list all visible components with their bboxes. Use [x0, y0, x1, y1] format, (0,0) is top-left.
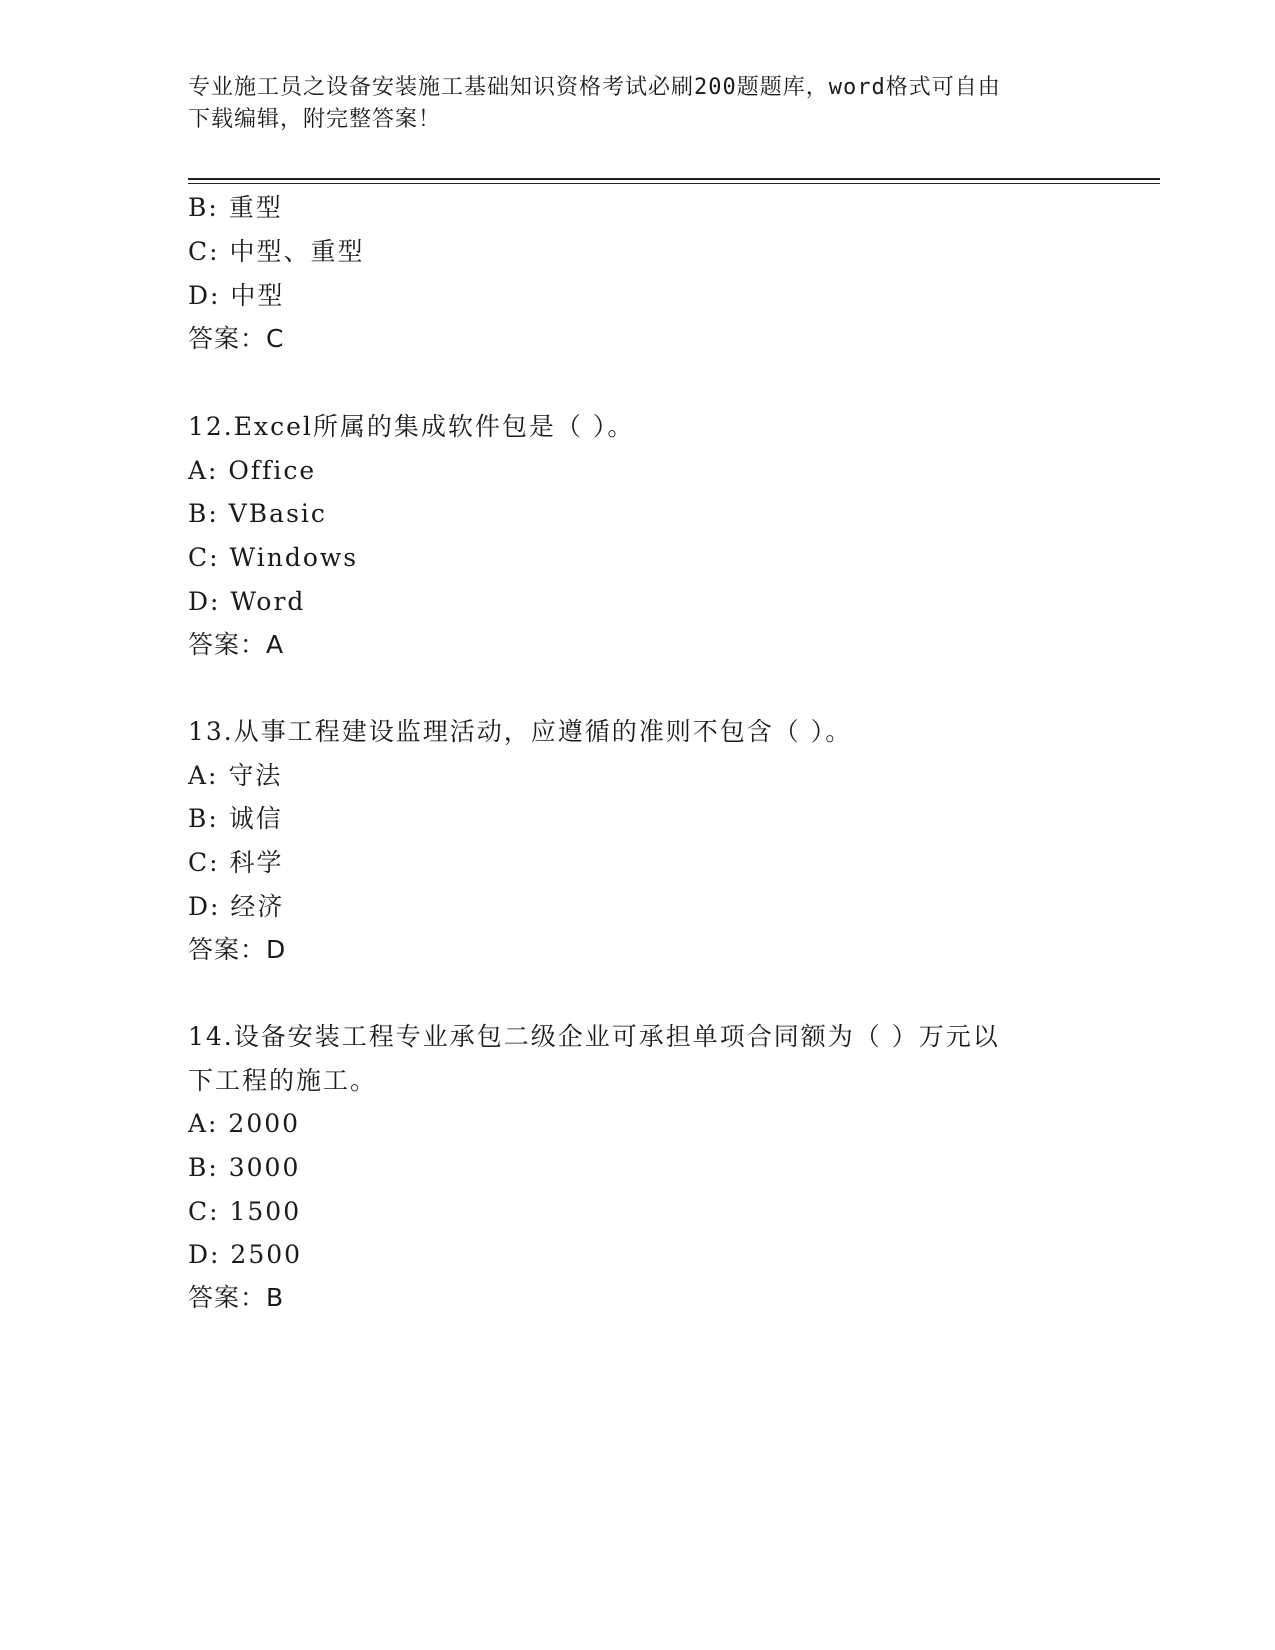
- q13-option-b: B: 诚信: [188, 804, 283, 833]
- q14-stem-line-2: 下工程的施工。: [188, 1066, 378, 1095]
- q13-option-c: C: 科学: [188, 848, 284, 877]
- q12-stem: 12.Excel所属的集成软件包是（ ）。: [188, 412, 635, 441]
- header-title-line-2: 下载编辑，附完整答案！: [188, 107, 442, 132]
- header-divider: [188, 178, 1160, 180]
- q14-stem-line-1: 14.设备安装工程专业承包二级企业可承担单项合同额为（ ）万元以: [188, 1022, 1000, 1051]
- header-title-line-1: 专业施工员之设备安装施工基础知识资格考试必刷200题题库，word格式可自由: [188, 75, 1001, 100]
- prev-option-d: D: 中型: [188, 281, 285, 310]
- q14-answer: 答案：B: [188, 1283, 285, 1312]
- q13-answer: 答案：D: [188, 935, 287, 964]
- q14-option-d: D: 2500: [188, 1240, 303, 1269]
- header-divider-thin: [188, 183, 1160, 184]
- q13-stem: 13.从事工程建设监理活动，应遵循的准则不包含（ ）。: [188, 717, 853, 746]
- q12-answer: 答案：A: [188, 630, 285, 659]
- document-header: [188, 72, 1068, 136]
- q13-option-a: A: 守法: [188, 761, 283, 790]
- q14-option-c: C: 1500: [188, 1197, 302, 1226]
- prev-option-c: C: 中型、重型: [188, 237, 365, 266]
- q12-option-c: C: Windows: [188, 543, 359, 572]
- prev-option-b: B: 重型: [188, 193, 283, 222]
- q12-option-d: D: Word: [188, 587, 306, 616]
- q12-option-a: A: Office: [188, 456, 317, 485]
- q14-option-b: B: 3000: [188, 1153, 301, 1182]
- q13-option-d: D: 经济: [188, 892, 285, 921]
- q14-option-a: A: 2000: [188, 1109, 301, 1138]
- prev-answer: 答案：C: [188, 324, 285, 353]
- q12-option-b: B: VBasic: [188, 499, 327, 528]
